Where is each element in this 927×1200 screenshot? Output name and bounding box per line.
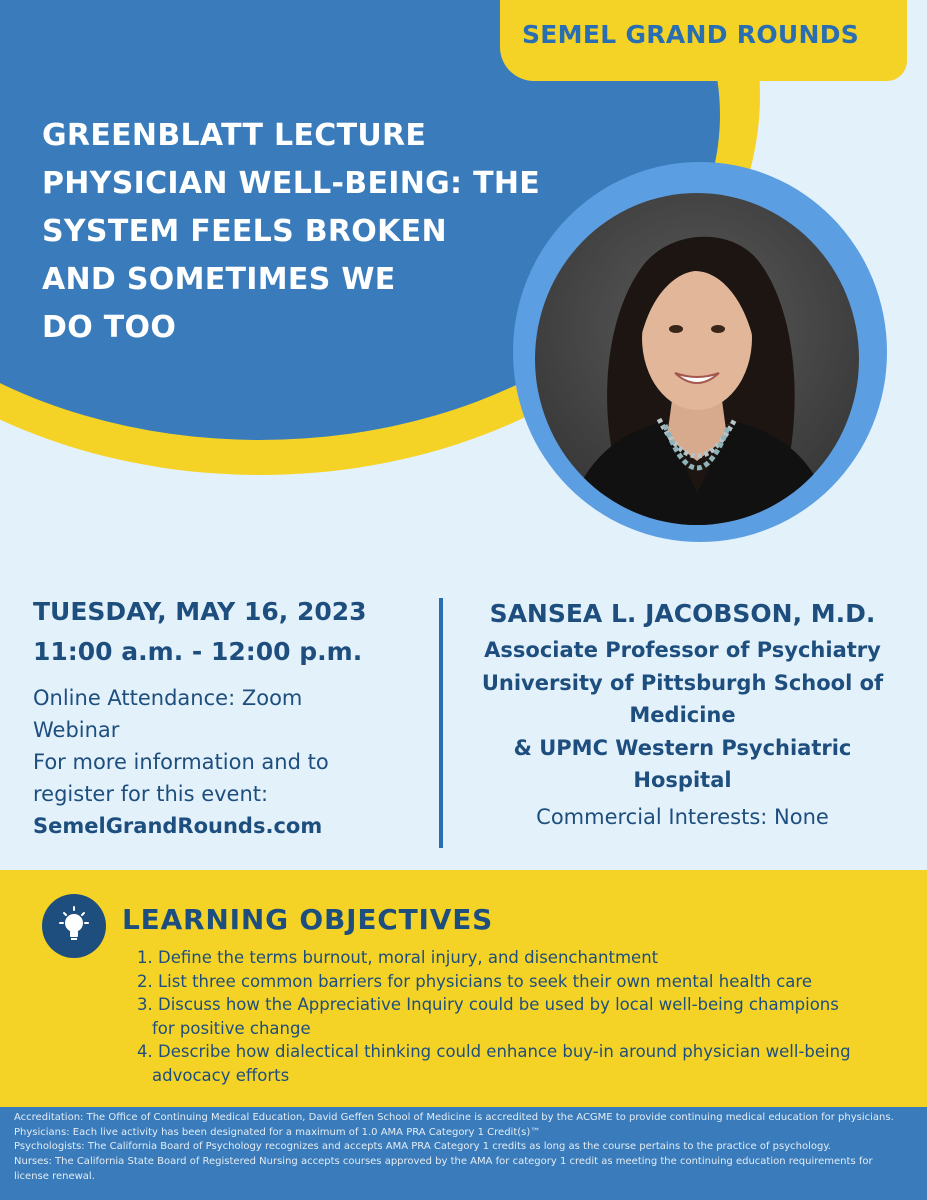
speaker-role-line: University of Pittsburgh School of <box>481 670 884 695</box>
title-line: DO TOO <box>42 310 177 345</box>
accreditation-text <box>14 1111 909 1185</box>
accreditation-line: Nurses: The California State Board of Registered Nursing accepts courses approved by the AMA for category 1 credit as meeting the continuing education requirements for license renewal. <box>14 1156 873 1182</box>
lightbulb-glyph <box>42 894 106 958</box>
event-details <box>33 592 423 842</box>
accreditation-line: Physicians: Each live activity has been designated for a maximum of 1.0 AMA PRA Category 1 Credit(s)™ <box>14 1126 541 1138</box>
speaker-role-line: & UPMC Western Psychiatric <box>513 735 852 760</box>
commercial-interests: Commercial Interests: None <box>536 804 829 829</box>
speaker-name: SANSEA L. JACOBSON, M.D. <box>489 599 876 628</box>
objective-item: 3. Discuss how the Appreciative Inquiry could be used by local well-being champions for positive change <box>137 995 839 1038</box>
event-date: TUESDAY, MAY 16, 2023 <box>33 597 367 626</box>
title-line: PHYSICIAN WELL-BEING: THE <box>42 166 541 201</box>
accreditation-line: Psychologists: The California Board of Psychology recognizes and accepts AMA PRA Category 1 credits as long as the course pertains to the practice of psychology. <box>14 1141 831 1153</box>
speaker-role-line: Associate Professor of Psychiatry <box>484 638 881 662</box>
speaker-role-line: Hospital <box>633 768 732 792</box>
objectives-heading: LEARNING OBJECTIVES <box>122 903 494 936</box>
speaker-portrait-illustration <box>535 193 859 525</box>
lightbulb-icon <box>42 894 106 958</box>
attendance-line: Webinar <box>33 718 120 742</box>
info-line: For more information and to <box>33 750 329 774</box>
speaker-role-line: Medicine <box>629 703 736 727</box>
objective-item: 2. List three common barriers for physicians to seek their own mental health care <box>137 971 812 991</box>
objective-item: 4. Describe how dialectical thinking could enhance buy-in around physician well-being advocacy efforts <box>137 1042 851 1085</box>
speaker-details <box>455 594 910 837</box>
attendance-line: Online Attendance: Zoom <box>33 686 303 710</box>
column-divider <box>439 598 443 848</box>
title-line: GREENBLATT LECTURE <box>42 118 427 153</box>
title-line: AND SOMETIMES WE <box>42 262 396 297</box>
speaker-photo <box>535 193 859 525</box>
info-line: register for this event: <box>33 782 269 806</box>
objectives-list <box>137 946 857 1088</box>
event-time: 11:00 a.m. - 12:00 p.m. <box>33 637 363 666</box>
title-line: SYSTEM FEELS BROKEN <box>42 214 447 249</box>
series-label: SEMEL GRAND ROUNDS <box>522 20 860 49</box>
objective-item: 1. Define the terms burnout, moral injury, and disenchantment <box>137 948 659 967</box>
website-link[interactable]: SemelGrandRounds.com <box>33 814 323 838</box>
accreditation-line: Accreditation: The Office of Continuing Medical Education, David Geffen School of Medicine is accredited by the ACGME to provide continuing medical education for physicians. <box>14 1112 894 1123</box>
